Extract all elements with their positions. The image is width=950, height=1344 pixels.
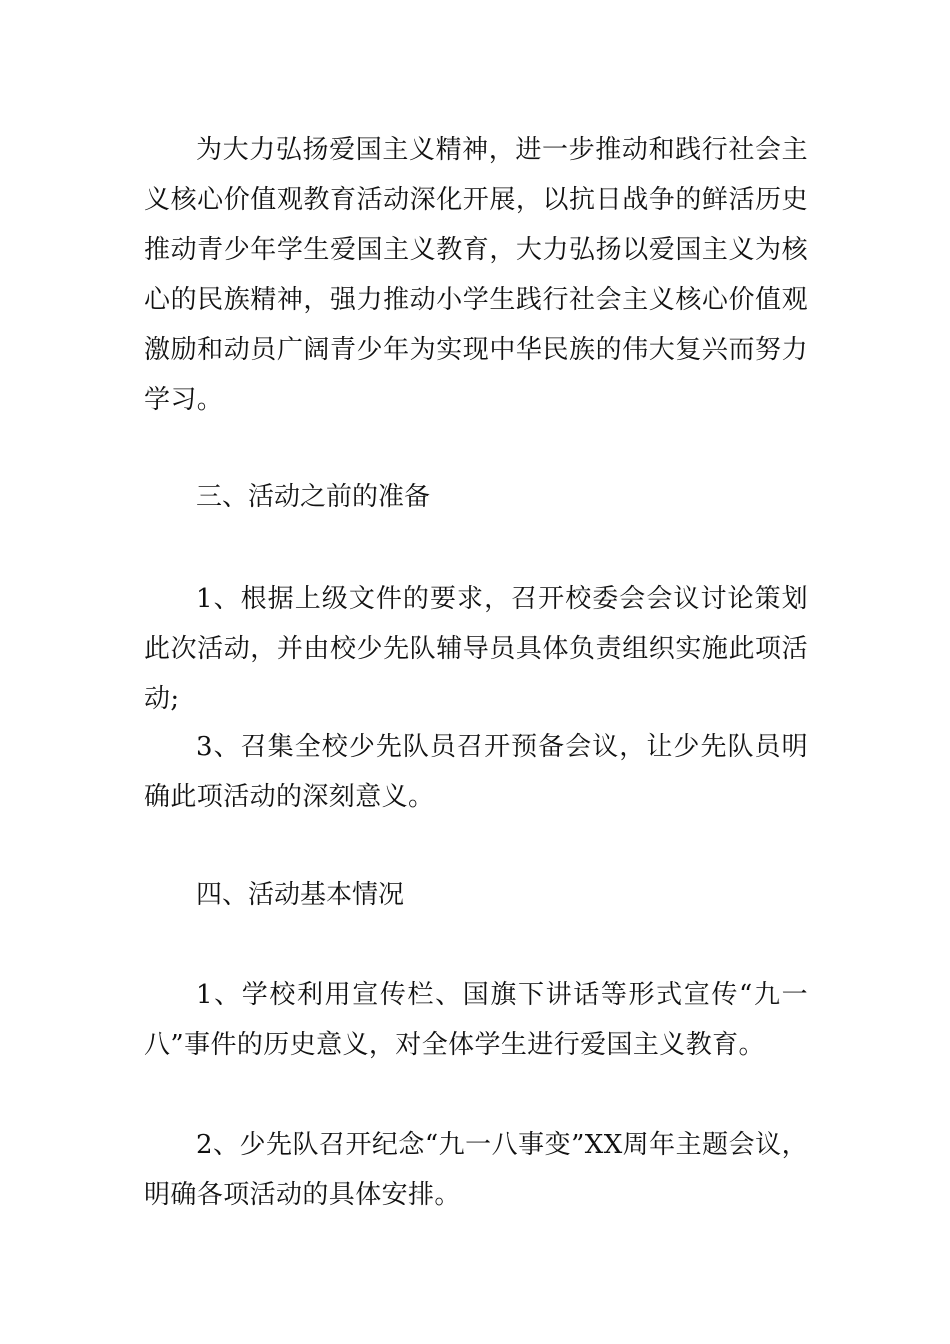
preparation-item-1: 1、根据上级文件的要求，召开校委会会议讨论策划此次活动，并由校少先队辅导员具体负责组织实施此项活动;: [144, 584, 808, 714]
preparation-item-3: 3、召集全校少先队员召开预备会议，让少先队员明确此项活动的深刻意义。: [144, 732, 808, 812]
activity-item-1: 1、学校利用宣传栏、国旗下讲话等形式宣传“九一八”事件的历史意义，对全体学生进行爱国主义教育。: [144, 980, 808, 1060]
intro-paragraph: 为大力弘扬爱国主义精神，进一步推动和践行社会主义核心价值观教育活动深化开展，以抗日战争的鲜活历史推动青少年学生爱国主义教育，大力弘扬以爱国主义为核心的民族精神，强力推动小学生践行社会主义核心价值观激励和动员广阔青少年为实现中华民族的伟大复兴而努力学习。: [144, 135, 808, 415]
activity-item-2: 2、少先队召开纪念“九一八事变”XX周年主题会议，明确各项活动的具体安排。: [144, 1130, 808, 1210]
section-heading-activity-overview: 四、活动基本情况: [196, 880, 405, 910]
section-heading-preparation: 三、活动之前的准备: [196, 482, 431, 512]
